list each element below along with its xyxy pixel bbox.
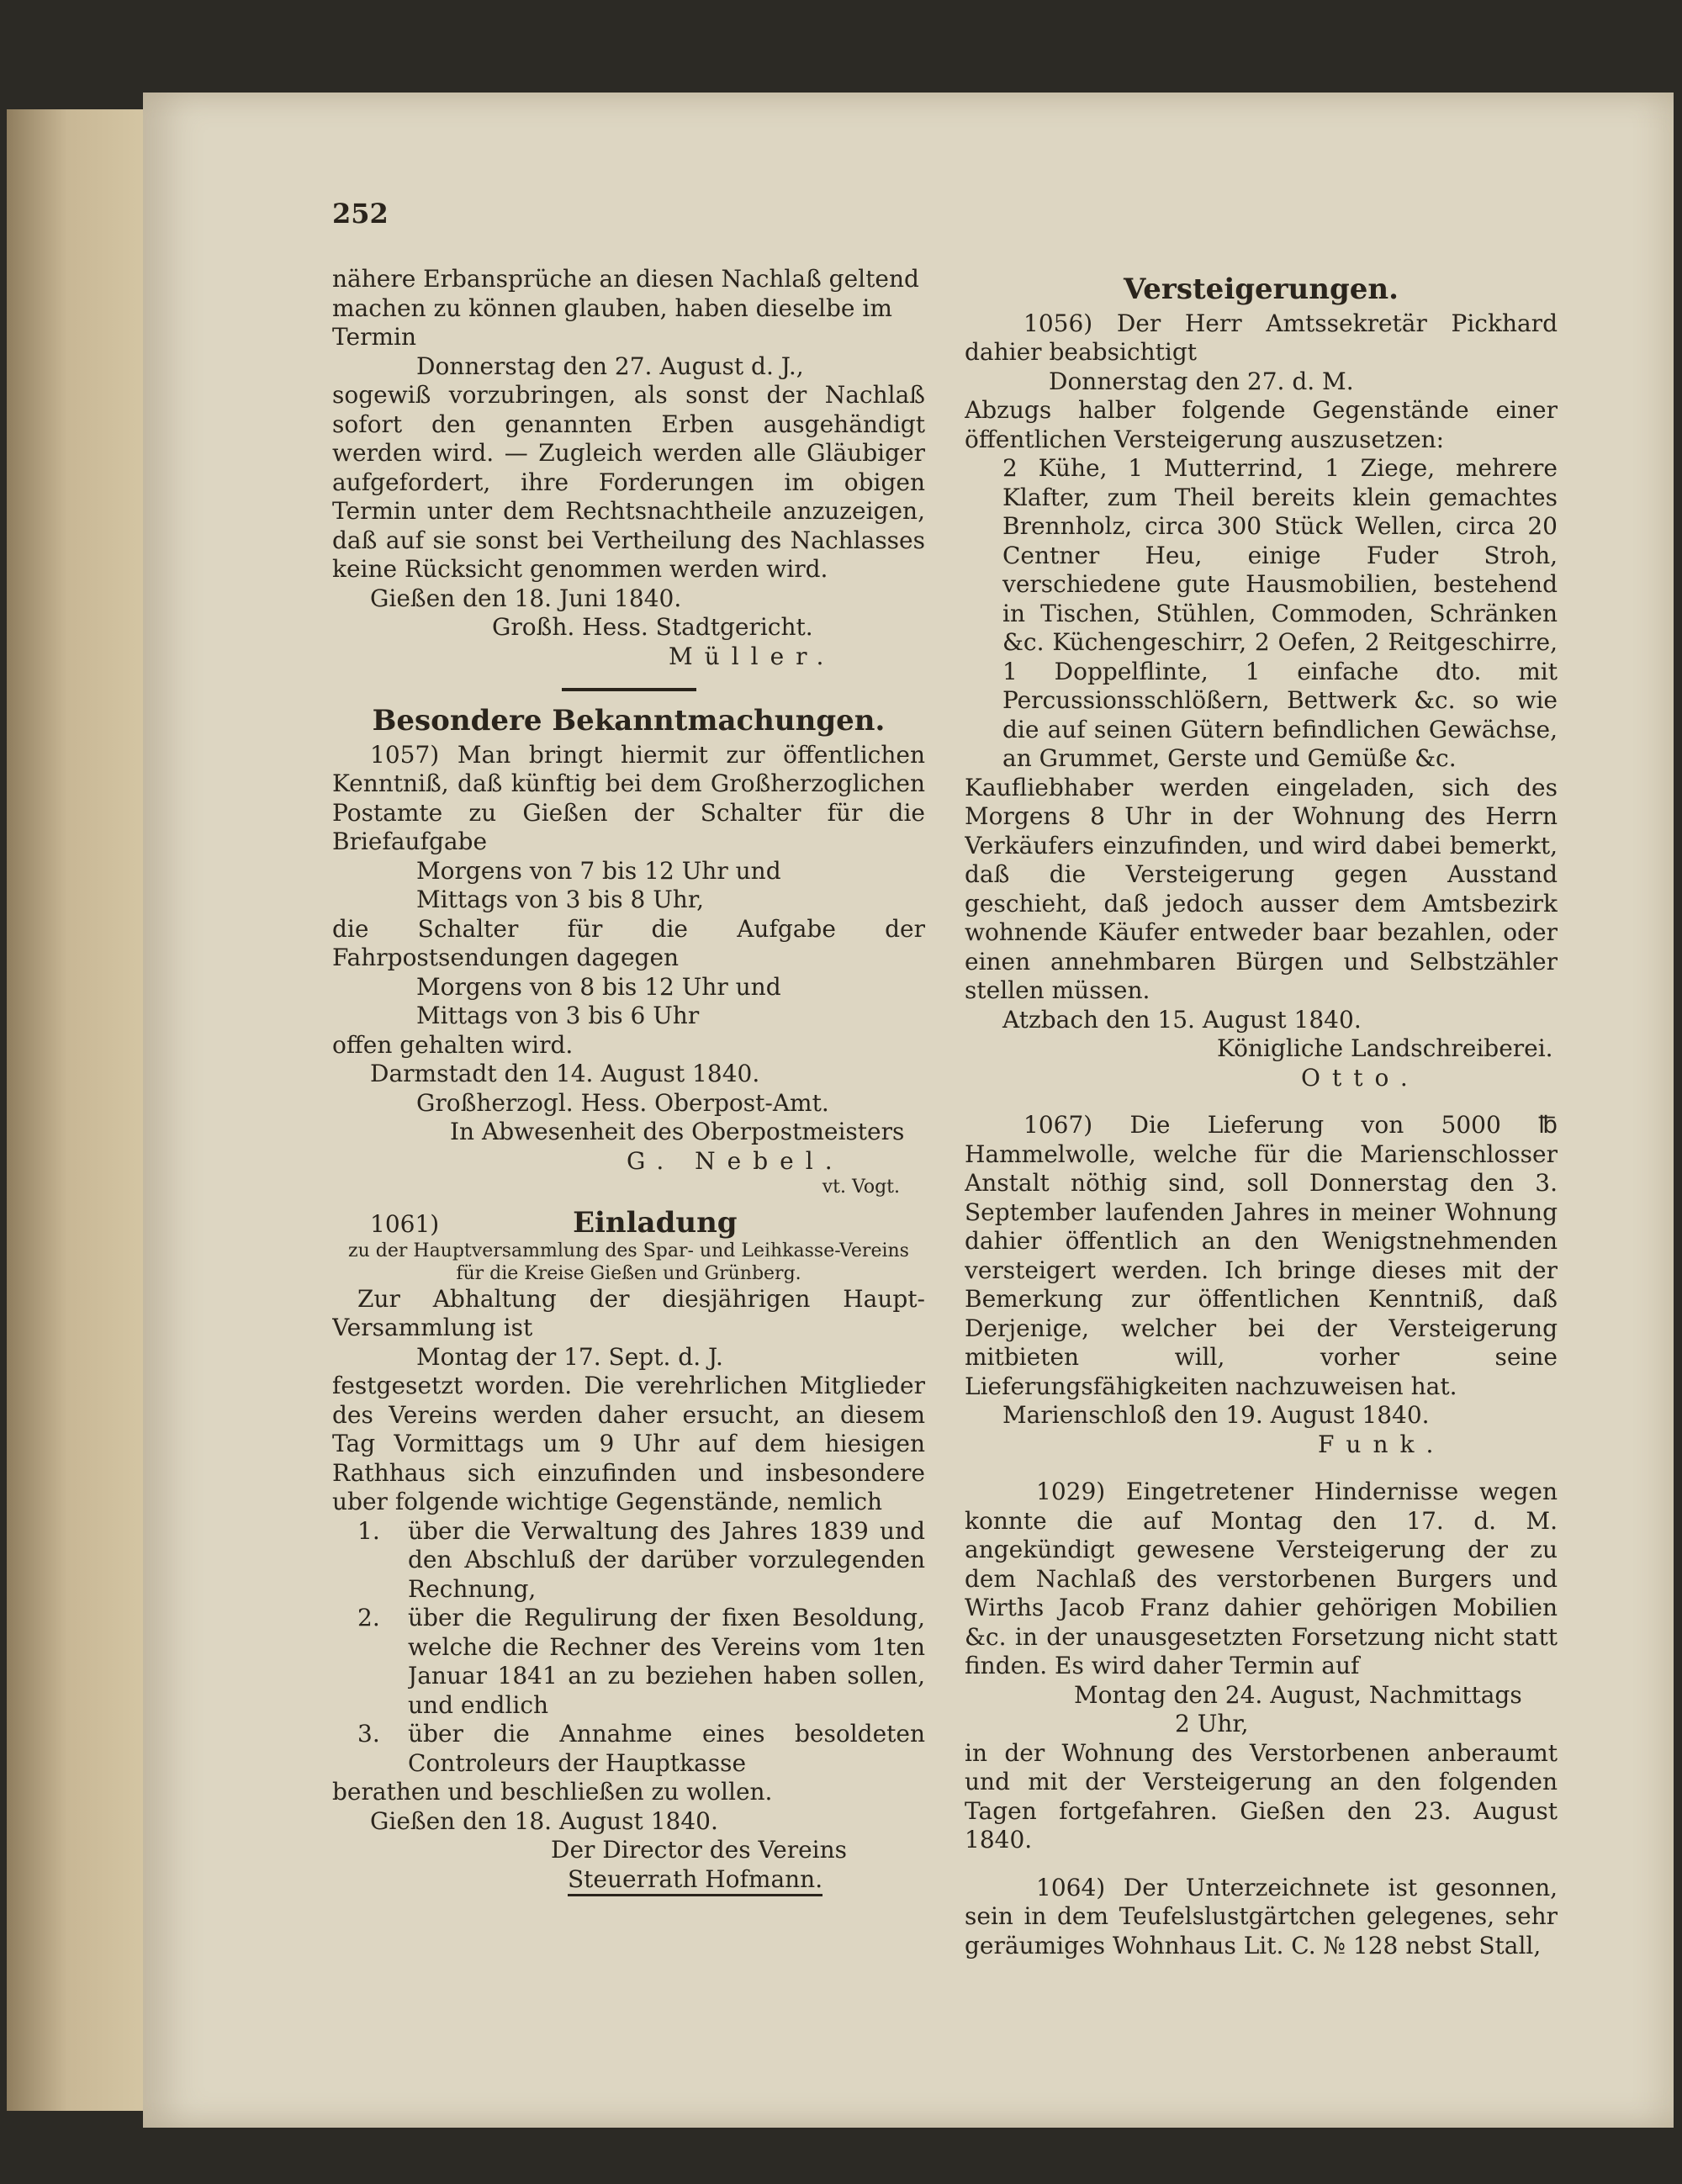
notice-body: offen gehalten wird. — [332, 1030, 574, 1059]
invitation-notice — [332, 1208, 925, 1896]
signature: Funk. — [1318, 1430, 1446, 1458]
time-line: Morgens von 8 bis 12 Uhr und — [416, 972, 781, 1001]
time-line: Mittags von 3 bis 8 Uhr, — [416, 886, 705, 913]
notice-body: in der Wohnung des Verstorbenen anberaumt und mit der Versteigerung an den folgenden Tagen fortgefahren. Gießen den 23. August 1840. — [965, 1738, 1558, 1853]
text-line: Termin — [332, 323, 416, 351]
section-divider — [562, 688, 696, 691]
notice-body: 1056) Der Herr Amtssekretär Pickhard dahier beabsichtigt — [965, 309, 1558, 366]
notice-body: 1064) Der Unterzeichnete ist gesonnen, sein in dem Teufelslustgärtchen gelegenes, sehr geräumiges Wohnhaus Lit. C. № 128 nebst Stall, — [965, 1873, 1558, 1959]
page-number: 252 — [332, 198, 389, 230]
auction-1029 — [965, 1478, 1558, 1855]
page-edge — [7, 109, 158, 2111]
text-line: machen zu können glauben, haben dieselbe im — [332, 293, 892, 322]
list-number: 3. — [357, 1720, 380, 1748]
invitation-header — [332, 1208, 925, 1240]
place-date: Gießen den 18. Juni 1840. — [370, 584, 682, 612]
notice-body: 1029) Eingetretener Hindernisse wegen konnte die auf Montag den 17. d. M. angekündigt gewesene Versteigerung der zu dem Nachlaß des verstorbenen Burgers und Wirths Jacob Franz dahier gehörigen Mobilien &c. in der unausgesetzten Forsetzung nicht statt finden. Es wird daher Termin auf — [965, 1478, 1558, 1679]
list-item — [332, 1720, 925, 1778]
list-text: über die Verwaltung des Jahres 1839 und den Abschluß der darüber vorzulegenden Rechnung, — [408, 1516, 925, 1603]
notice-body: Kaufliebhaber werden eingeladen, sich des Morgens 8 Uhr in der Wohnung des Herrn Verkäufers einzufinden, und wird dabei bemerkt, daß die Versteigerung gegen Ausstand geschieht, daß jedoch ausser dem Amtsbezirk wohnende Käufer entweder baar bezahlen, oder einen annehmbaren Bürgen und Selbstzähler stellen müssen. — [965, 773, 1558, 1004]
left-column — [332, 265, 925, 1896]
notice-body: festgesetzt worden. Die verehrlichen Mitglieder des Vereins werden daher ersucht, an diesem Tag Vormittags um 9 Uhr auf dem hiesigen Rathhaus sich einzufinden und insbesondere uber folgende wichtige Gegenstände, nemlich — [332, 1372, 925, 1515]
text-line: nähere Erbansprüche an diesen Nachlaß geltend — [332, 265, 919, 293]
absence-line: In Abwesenheit des Oberpostmeisters — [450, 1118, 905, 1145]
notice-body: Zur Abhaltung der diesjährigen Haupt-Versammlung ist — [332, 1284, 925, 1341]
section-heading: Versteigerungen. — [1124, 272, 1399, 306]
place-date: Darmstadt den 14. August 1840. — [370, 1060, 760, 1087]
invitation-subtitle: für die Kreise Gießen und Grünberg. — [456, 1262, 801, 1284]
vt-note: vt. Vogt. — [822, 1177, 900, 1198]
date-line: 2 Uhr, — [1175, 1710, 1249, 1737]
inheritance-notice — [332, 265, 925, 671]
right-column — [965, 270, 1558, 1960]
notice-body: berathen und beschließen zu wollen. — [332, 1778, 773, 1806]
notice-number: 1061) — [370, 1210, 440, 1238]
time-line: Mittags von 3 bis 6 Uhr — [416, 1002, 700, 1029]
office-name: Königliche Landschreiberei. — [1217, 1034, 1553, 1062]
office-name: Großherzogl. Hess. Oberpost-Amt. — [416, 1088, 829, 1117]
list-number: 1. — [357, 1516, 380, 1545]
page-content — [332, 198, 1560, 2090]
special-announcements — [332, 706, 925, 1198]
list-item — [332, 1517, 925, 1605]
place-date: Marienschloß den 19. August 1840. — [1002, 1401, 1430, 1429]
place-date: Atzbach den 15. August 1840. — [1002, 1005, 1362, 1034]
notice-body: 1057) Man bringt hiermit zur öffentlichen Kenntniß, daß künftig bei dem Großherzoglichen Postamte zu Gießen der Schalter für die Briefaufgabe — [332, 740, 925, 855]
auction-1067 — [965, 1111, 1558, 1459]
place-date: Gießen den 18. August 1840. — [370, 1806, 718, 1835]
time-line: Morgens von 7 bis 12 Uhr und — [416, 856, 781, 885]
notice-body: die Schalter für die Aufgabe der Fahrpostsendungen dagegen — [332, 914, 925, 971]
signature: G. Nebel. — [627, 1146, 844, 1175]
notice-body: sogewiß vorzubringen, als sonst der Nachlaß sofort den genannten Erben ausgehändigt werden wird. — Zugleich werden alle Gläubiger aufgefordert, ihre Forderungen im obigen Termin unter dem Rechtsnachtheile anzuzeigen, daß auf sie sonst bei Vertheilung des Nachlasses keine Rücksicht genommen werden wird. — [332, 381, 925, 583]
signature-wrapper — [332, 1865, 925, 1897]
signature: Steuerrath Hofmann. — [568, 1865, 822, 1897]
list-item — [332, 1604, 925, 1720]
notice-body: 1067) Die Lieferung von 5000 ℔ Hammelwolle, welche für die Marienschlosser Anstalt nöthig sind, soll Donnerstag den 3. September laufenden Jahres in meiner Wohnung dahier öffentlich an den Wenigstnehmenden versteigert werden. Ich bringe dieses mit der Bemerkung zur öffentlichen Kenntniß, daß Derjenige, welcher bei der Versteigerung mitbieten will, vorher seine Lieferungsfähigkeiten nachzuweisen hat. — [965, 1111, 1558, 1400]
director-line: Der Director des Vereins — [551, 1836, 848, 1864]
date-line: Montag der 17. Sept. d. J. — [416, 1342, 723, 1371]
list-number: 2. — [357, 1604, 380, 1631]
list-text: über die Annahme eines besoldeten Controleurs der Hauptkasse — [408, 1720, 925, 1777]
invitation-title: Einladung — [573, 1208, 738, 1240]
date-line: Montag den 24. August, Nachmittags — [1074, 1680, 1522, 1709]
date-line: Donnerstag den 27. d. M. — [1049, 367, 1354, 395]
signature: Otto. — [1301, 1063, 1420, 1092]
auction-1056 — [965, 309, 1558, 1093]
date-line: Donnerstag den 27. August d. J., — [416, 352, 804, 380]
court-name: Großh. Hess. Stadtgericht. — [492, 613, 813, 641]
signature: Müller. — [669, 642, 836, 670]
section-heading: Besondere Bekanntmachungen. — [372, 704, 886, 738]
list-text: über die Regulirung der fixen Besoldung, welche die Rechner des Vereins vom 1ten Januar 1841 an zu beziehen haben sollen, und endlich — [408, 1604, 925, 1719]
notice-1064 — [965, 1874, 1558, 1961]
notice-body: Abzugs halber folgende Gegenstände einer öffentlichen Versteigerung auszusetzen: — [965, 396, 1558, 453]
items-list: 2 Kühe, 1 Mutterrind, 1 Ziege, mehrere Klafter, zum Theil bereits klein gemachtes Brennholz, circa 300 Stück Wellen, circa 20 Centner Heu, einige Fuder Stroh, verschiedene gute Hausmobilien, bestehend in Tischen, Stühlen, Commoden, Schränken &c. Küchengeschirr, 2 Oefen, 2 Reitgeschirre, 1 Doppelflinte, 1 einfache dto. mit Percussionsschlößern, Bettwerk &c. so wie die auf seinen Gütern befindlichen Gewächse, an Grummet, Gerste und Gemüße &c. — [1002, 454, 1558, 772]
invitation-subtitle: zu der Hauptversammlung des Spar- und Leihkasse-Vereins — [348, 1240, 909, 1261]
